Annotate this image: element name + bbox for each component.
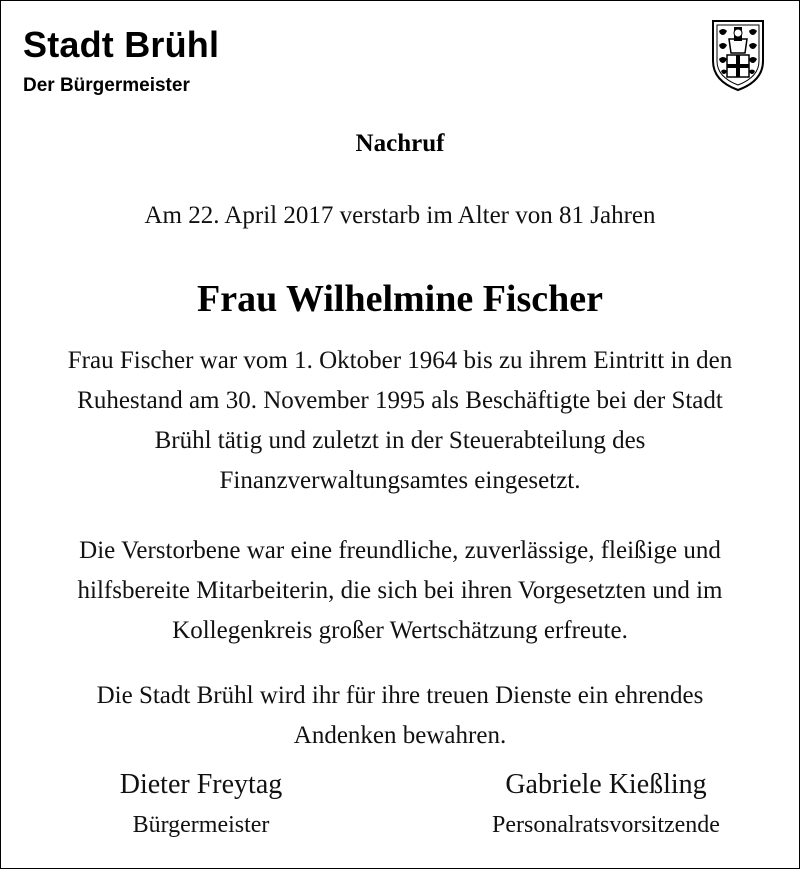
- paragraph-career: [1, 341, 799, 501]
- deceased-name: Frau Wilhelmine Fischer: [196, 278, 603, 320]
- text-line: Finanzverwaltungsamtes eingesetzt.: [219, 467, 581, 494]
- text-line: Andenken bewahren.: [293, 722, 507, 749]
- text-line: hilfsbereite Mitarbeiterin, die sich bei ihren Vorgesetzten und im: [77, 577, 723, 604]
- notice-heading: Nachruf: [355, 130, 445, 157]
- signatory-mayor: [21, 766, 381, 842]
- notice-intro: Am 22. April 2017 verstarb im Alter von 81 Jahren: [144, 202, 656, 229]
- signatory-staff-council: [426, 766, 786, 842]
- text-line: Frau Fischer war vom 1. Oktober 1964 bis zu ihrem Eintritt in den: [67, 347, 733, 374]
- city-title: Stadt Brühl: [23, 24, 220, 65]
- text-line: Die Verstorbene war eine freundliche, zuverlässige, fleißige und: [79, 537, 721, 564]
- signatory-role: Personalratsvorsitzende: [492, 812, 720, 838]
- mayor-office-subtitle: Der Bürgermeister: [23, 75, 190, 96]
- text-line: Kollegenkreis großer Wertschätzung erfreute.: [172, 617, 628, 644]
- coat-of-arms-icon: [707, 17, 769, 93]
- signatory-name: Gabriele Kießling: [505, 769, 707, 800]
- signatory-name: Dieter Freytag: [119, 769, 283, 800]
- text-line: Die Stadt Brühl wird ihr für ihre treuen Dienste ein ehrendes: [96, 682, 704, 709]
- signatory-role: Bürgermeister: [132, 812, 270, 838]
- paragraph-remembrance: [1, 676, 799, 756]
- text-line: Brühl tätig und zuletzt in der Steuerabteilung des: [154, 427, 646, 454]
- text-line: Ruhestand am 30. November 1995 als Beschäftigte bei der Stadt: [77, 387, 723, 414]
- paragraph-tribute: [1, 531, 799, 651]
